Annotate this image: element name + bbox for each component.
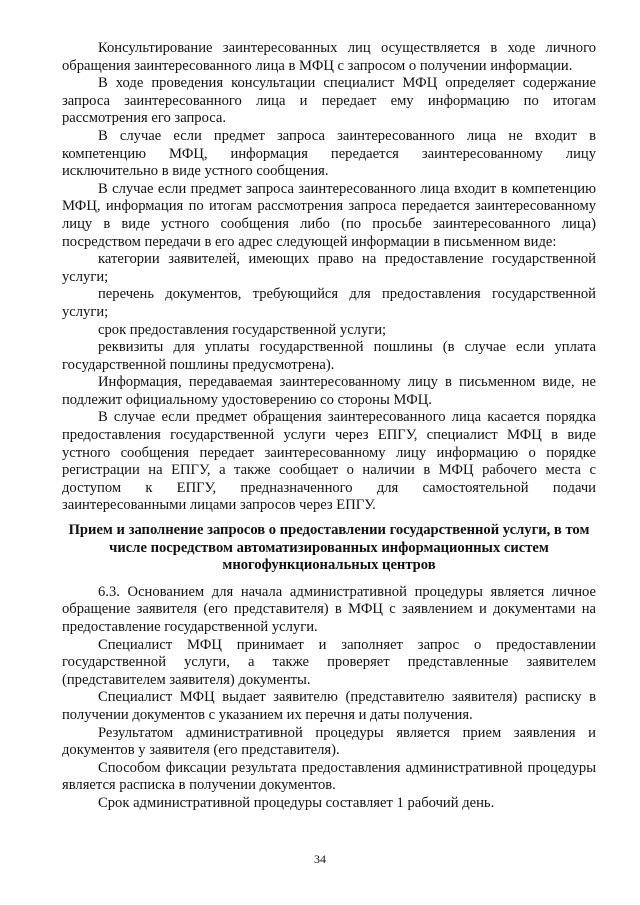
paragraph-consulting: Консультирование заинтересованных лиц осуществляется в ходе личного обращения заинтересованного лица в МФЦ с запросом о получении информации. [62,40,596,74]
paragraph-procedure-result: Результатом административной процедуры является прием заявления и документов у заявителя (его представителя). [62,724,596,759]
paragraph-within-competence: В случае если предмет запроса заинтересованного лица входит в компетенцию МФЦ, информация по итогам рассмотрения запроса передается заинтересованному лицу в виде устного сообщения либо (по просьбе заинтересованного лица) посредством передачи в его адрес следующей информации в письменном виде: [62,180,596,250]
paragraph-procedure-term: Срок административной процедуры составляет 1 рабочий день. [98,794,495,811]
paragraph-fixation-method: Способом фиксации результата предоставления административной процедуры является расписка в получении документов. [62,759,596,794]
page-number: 34 [314,852,326,866]
paragraph-outside-competence: В случае если предмет запроса заинтересованного лица не входит в компетенцию МФЦ, информация передается заинтересованному лицу исключительно в виде устного сообщения. [62,127,596,180]
paragraph-epgu-order: В случае если предмет обращения заинтересованного лица касается порядка предоставления государственной услуги через ЕПГУ, специалист МФЦ в виде устного сообщения передает заинтересованному лицу информацию о порядке регистрации на ЕПГУ, а также сообщает о наличии в МФЦ рабочего места с доступом к ЕПГУ, предназначенного для самостоятельной подачи заинтересованными лицами запросов через ЕПГУ. [62,409,596,514]
list-item-document-list: перечень документов, требующийся для предоставления государственной услуги; [62,286,596,320]
paragraph-written-info: Информация, передаваемая заинтересованному лицу в письменном виде, не подлежит официальному удостоверению со стороны МФЦ. [62,374,596,408]
list-item-service-term: срок предоставления государственной услуги; [98,321,387,338]
paragraph-6-3-basis: 6.3. Основанием для начала административной процедуры является личное обращение заявителя (его представителя) в МФЦ с заявлением и документами на предоставление государственной услуги. [62,583,596,635]
list-item-fee-details: реквизиты для уплаты государственной пошлины (в случае если уплата государственной пошлины предусмотрена). [62,339,596,373]
list-item-applicant-categories: категории заявителей, имеющих право на предоставление государственной услуги; [62,251,596,285]
section-heading: Прием и заполнение запросов о предоставлении государственной услуги, в том числе посредством автоматизированных информационных систем многофункциональных центров [68,522,590,574]
document-page [62,40,596,813]
paragraph-consultation-content: В ходе проведения консультации специалист МФЦ определяет содержание запроса заинтересованного лица и передает ему информацию по итогам рассмотрения его запроса. [62,75,596,127]
paragraph-specialist-accepts: Специалист МФЦ принимает и заполняет запрос о предоставлении государственной услуги, а также проверяет представленные заявителем (представителем заявителя) документы. [62,636,596,688]
paragraph-receipt-issued: Специалист МФЦ выдает заявителю (представителю заявителя) расписку в получении документов с указанием их перечня и даты получения. [62,689,596,723]
